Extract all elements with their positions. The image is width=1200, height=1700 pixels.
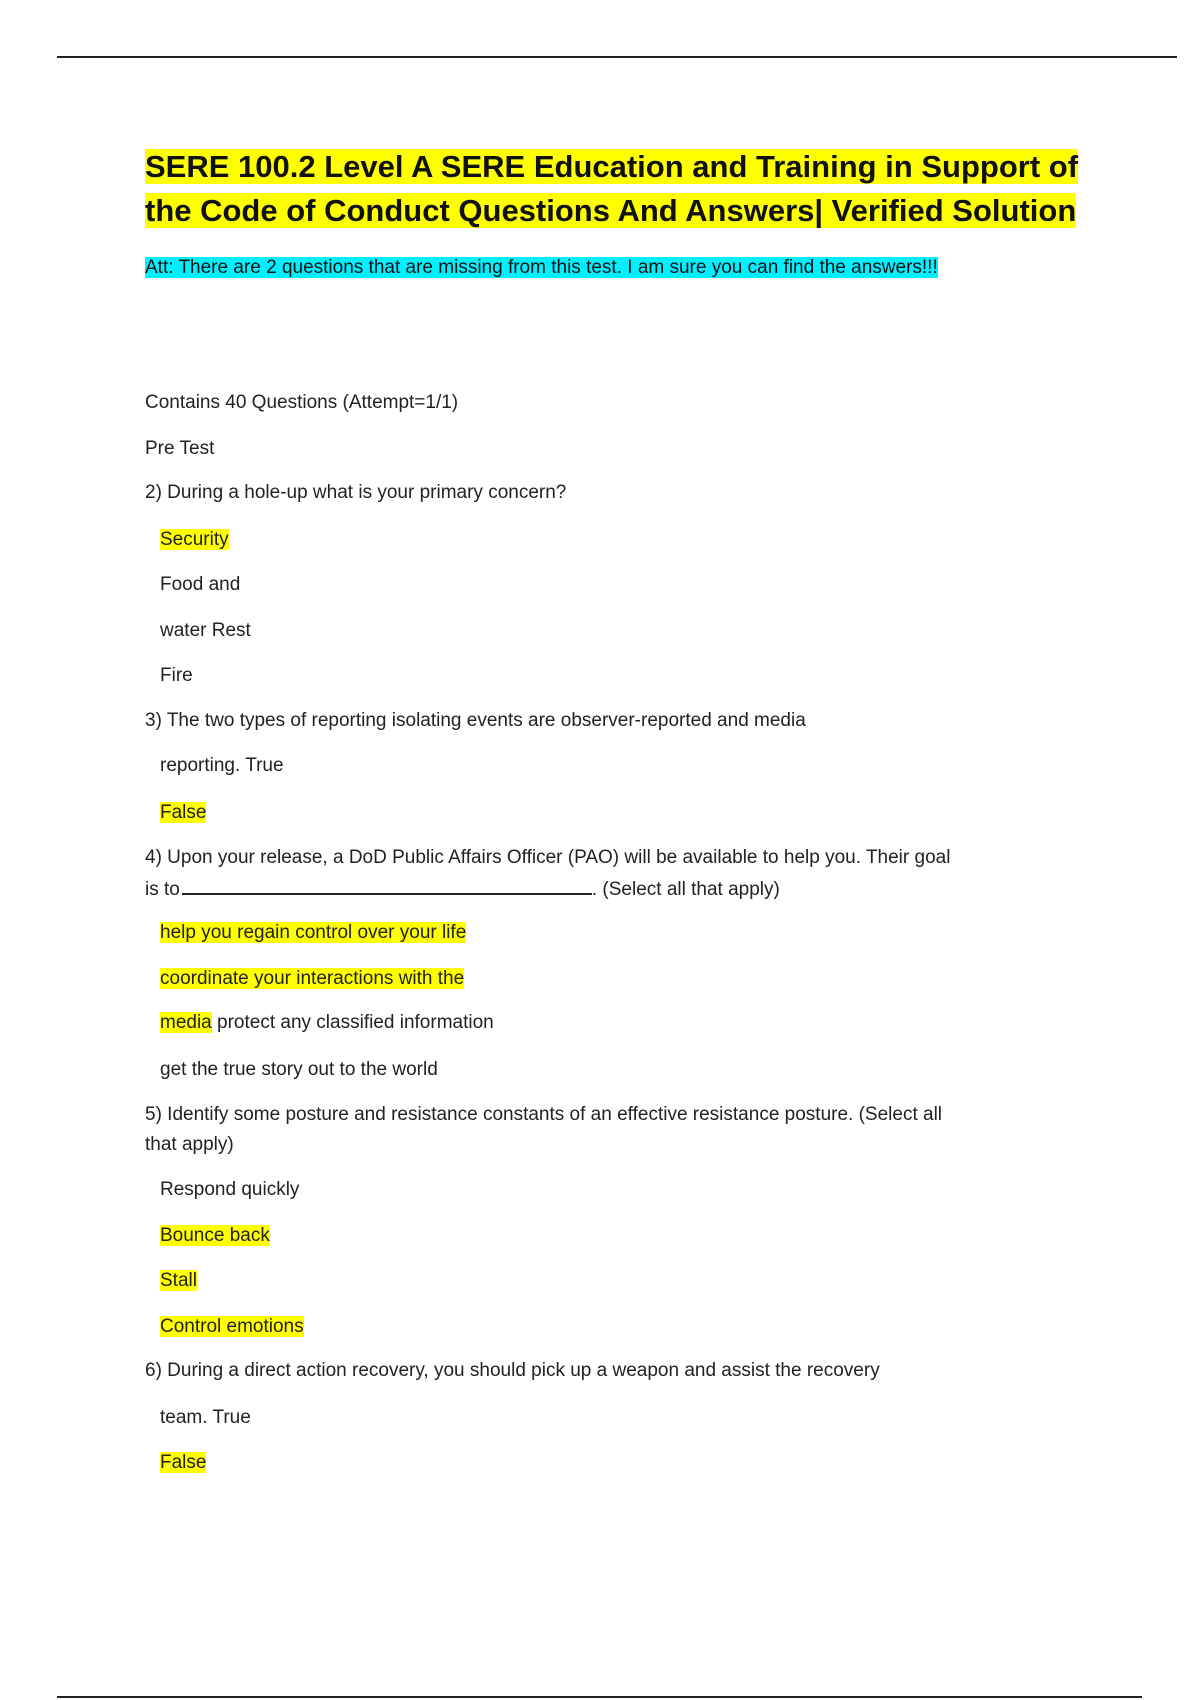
title-line-1: SERE 100.2 Level A SERE Education and Training in Support of [145, 149, 1079, 184]
document-title [145, 145, 1125, 233]
answer-option: media protect any classified information [160, 1012, 494, 1033]
question-count: Contains 40 Questions (Attempt=1/1) [145, 392, 459, 413]
answer-option: coordinate your interactions with the [160, 968, 465, 989]
question-5-line-2: that apply) [145, 1134, 234, 1155]
section-label: Pre Test [145, 438, 215, 459]
answer-option: False [160, 1452, 207, 1473]
answer-option: Respond quickly [160, 1179, 300, 1200]
question-2: 2) During a hole-up what is your primary concern? [145, 482, 567, 503]
question-3: 3) The two types of reporting isolating events are observer-reported and media [145, 710, 806, 731]
answer-option: Security [160, 529, 229, 550]
attention-note-text: Att: There are 2 questions that are missing from this test. I am sure you can find the answers!!! [145, 257, 938, 278]
answer-blank [182, 875, 592, 895]
footer-rule [57, 1696, 1142, 1698]
answer-option: Bounce back [160, 1225, 270, 1246]
answer-option: reporting. True [160, 755, 284, 776]
answer-option: Stall [160, 1270, 197, 1291]
answer-option: False [160, 802, 207, 823]
question-4-line-1: 4) Upon your release, a DoD Public Affairs Officer (PAO) will be available to help you. Their goal [145, 847, 951, 868]
attention-note [145, 254, 938, 282]
question-4-line-2: is to . (Select all that apply) [145, 875, 780, 903]
answer-option: Fire [160, 665, 193, 686]
header-rule [57, 56, 1177, 58]
answer-option: get the true story out to the world [160, 1059, 438, 1080]
answer-option: water Rest [160, 620, 251, 641]
answer-option: team. True [160, 1407, 251, 1428]
title-line-2: the Code of Conduct Questions And Answers| Verified Solution [145, 193, 1077, 228]
answer-option: Food and [160, 574, 241, 595]
question-6: 6) During a direct action recovery, you should pick up a weapon and assist the recovery [145, 1360, 880, 1381]
answer-option: Control emotions [160, 1316, 304, 1337]
answer-option: help you regain control over your life [160, 922, 467, 943]
question-5-line-1: 5) Identify some posture and resistance constants of an effective resistance posture. (Select all [145, 1104, 943, 1125]
